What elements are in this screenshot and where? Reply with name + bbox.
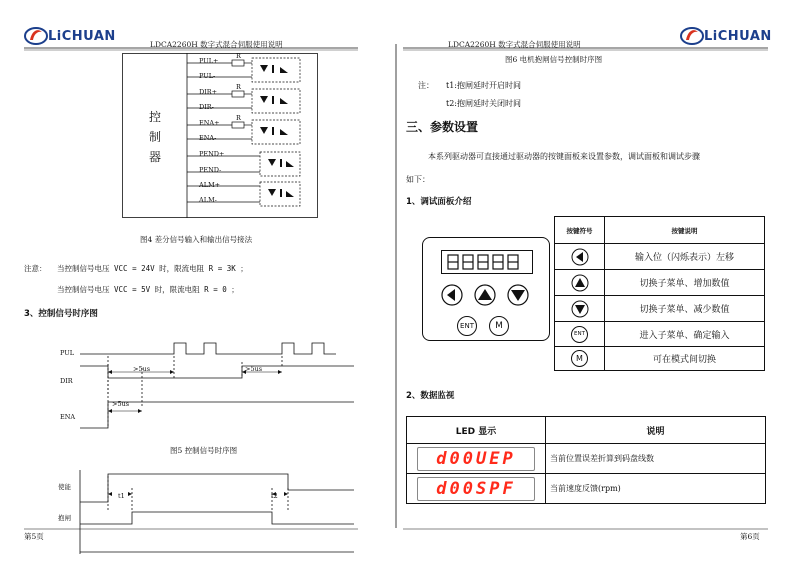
key-table-row-4-symbol xyxy=(554,321,605,347)
key-table-row-3-desc: 切换子菜单、减少数值 xyxy=(604,295,765,322)
key-table-row-2-symbol xyxy=(554,269,605,296)
panel-down-button[interactable] xyxy=(508,285,528,305)
right-header-title: LDCA2260H 数字式混合伺服使用说明 xyxy=(448,40,581,49)
monitor-header-led: LED 显示 xyxy=(406,416,546,444)
resistor-label-1: R xyxy=(236,52,241,60)
key-table-row-4-desc: 进入子菜单、确定输入 xyxy=(604,321,765,347)
brake-annotation-t1: t1 xyxy=(118,492,125,500)
timing-annotation-3: >5us xyxy=(112,400,130,408)
intro-text-cont: 如下： xyxy=(406,175,430,184)
down-arrow-icon xyxy=(571,300,589,318)
figure5-caption: 图5 控制信号时序图 xyxy=(170,446,238,455)
note-t1: t1:抱闸延时开启时间 xyxy=(446,81,521,90)
note-t2: t2:抱闸延时关闭时间 xyxy=(446,99,521,108)
signal-alm-plus: ALM+ xyxy=(199,181,221,189)
key-table-row-1-symbol xyxy=(554,243,605,270)
monitor-row-2-desc: 当前速度反馈(rpm) xyxy=(545,473,766,504)
note-line-1: 当控制信号电压 VCC = 24V 时，限流电阻 R = 3K ； xyxy=(57,264,248,273)
timing-annotation-2: >5us xyxy=(245,365,263,373)
signal-dir-plus: DIR+ xyxy=(199,88,218,96)
panel-up-button[interactable] xyxy=(475,285,495,305)
key-table-row-5-desc: 可在模式间切换 xyxy=(604,346,765,371)
key-table-row-3-symbol xyxy=(554,295,605,322)
signal-pul-minus: PUL- xyxy=(199,72,216,80)
signal-ena-minus: ENA- xyxy=(199,134,217,142)
wiring-diagram xyxy=(122,53,318,218)
monitor-header-desc: 说明 xyxy=(545,416,766,444)
controller-char-2: 制 xyxy=(148,130,161,144)
note-prefix-right: 注： xyxy=(418,81,434,90)
left-header-title: LDCA2260H 数字式混合伺服使用说明 xyxy=(150,40,283,49)
brake-label-brake: 抱闸 xyxy=(58,514,71,522)
key-table-row-1-desc: 输入位（闪烁表示）左移 xyxy=(604,243,765,270)
resistor-label-3: R xyxy=(236,114,241,122)
signal-dir-minus: DIR- xyxy=(199,103,214,111)
debug-panel xyxy=(422,237,550,341)
down-arrow-icon xyxy=(511,290,525,301)
panel-led-digits xyxy=(442,251,532,273)
monitor-row-2-led xyxy=(406,473,546,504)
m-key-icon: M xyxy=(571,350,588,367)
brake-annotation-t2: t2 xyxy=(271,492,278,500)
right-brand-name: LiCHUAN xyxy=(704,28,772,44)
signal-ena-plus: ENA+ xyxy=(199,119,220,127)
intro-text: 本系列驱动器可直接通过驱动器的按键面板来设置参数，调试面板和调试步骤 xyxy=(428,152,700,161)
timing-diagram xyxy=(24,336,364,436)
key-table xyxy=(554,216,765,371)
monitor-table xyxy=(406,416,766,504)
sub2-title: 2、数据监视 xyxy=(406,391,455,401)
section-title-parameters: 三、参数设置 xyxy=(406,120,479,134)
led-readout-2: d00SPF xyxy=(436,478,516,499)
up-arrow-icon xyxy=(571,274,589,292)
note-line-2: 当控制信号电压 VCC = 5V 时，限流电阻 R = 0 ； xyxy=(57,285,239,294)
signal-pend-minus: PEND- xyxy=(199,166,222,174)
panel-ent-button[interactable]: ENT xyxy=(457,316,477,336)
key-table-header-symbol: 按键符号 xyxy=(554,216,605,244)
controller-label xyxy=(146,107,164,167)
panel-led-display xyxy=(441,250,533,274)
right-page-number: 第6页 xyxy=(740,532,760,541)
left-brand-name: LiCHUAN xyxy=(48,28,116,44)
brake-label-enable: 使能 xyxy=(58,483,71,491)
timing-label-ena: ENA xyxy=(60,413,76,421)
left-arrow-icon xyxy=(571,248,589,266)
key-table-header-desc: 按键说明 xyxy=(604,216,765,244)
panel-left-button[interactable] xyxy=(442,285,462,305)
sub1-title: 1、调试面板介绍 xyxy=(406,197,472,207)
signal-pend-plus: PEND+ xyxy=(199,150,225,158)
signal-alm-minus: ALM- xyxy=(199,196,217,204)
timing-label-pul: PUL xyxy=(60,349,75,357)
timing-label-dir: DIR xyxy=(60,377,73,385)
controller-char-3: 器 xyxy=(148,150,161,164)
monitor-row-1-desc: 当前位置误差折算到码盘线数 xyxy=(545,443,766,474)
signal-pul-plus: PUL+ xyxy=(199,57,219,65)
panel-arrow-buttons xyxy=(441,284,533,306)
up-arrow-icon xyxy=(478,289,492,300)
controller-char-1: 控 xyxy=(148,110,161,124)
brake-timing-diagram xyxy=(24,468,364,558)
note-prefix: 注意： xyxy=(24,264,47,273)
key-table-row-2-desc: 切换子菜单、增加数值 xyxy=(604,269,765,296)
left-page-number: 第5页 xyxy=(24,532,44,541)
left-arrow-icon xyxy=(447,289,455,301)
timing-annotation-1: >5us xyxy=(133,365,151,373)
resistor-label-2: R xyxy=(236,83,241,91)
ent-key-icon: ENT xyxy=(571,326,588,343)
figure6-caption: 图6 电机抱闸信号控制时序图 xyxy=(505,55,603,64)
key-table-row-5-symbol xyxy=(554,346,605,371)
panel-m-button[interactable]: M xyxy=(489,316,509,336)
section3-title: 3、控制信号时序图 xyxy=(24,309,98,319)
figure4-caption: 图4 差分信号输入和输出信号接法 xyxy=(140,235,253,244)
monitor-row-1-led xyxy=(406,443,546,474)
led-readout-1: d00UEP xyxy=(436,448,516,469)
